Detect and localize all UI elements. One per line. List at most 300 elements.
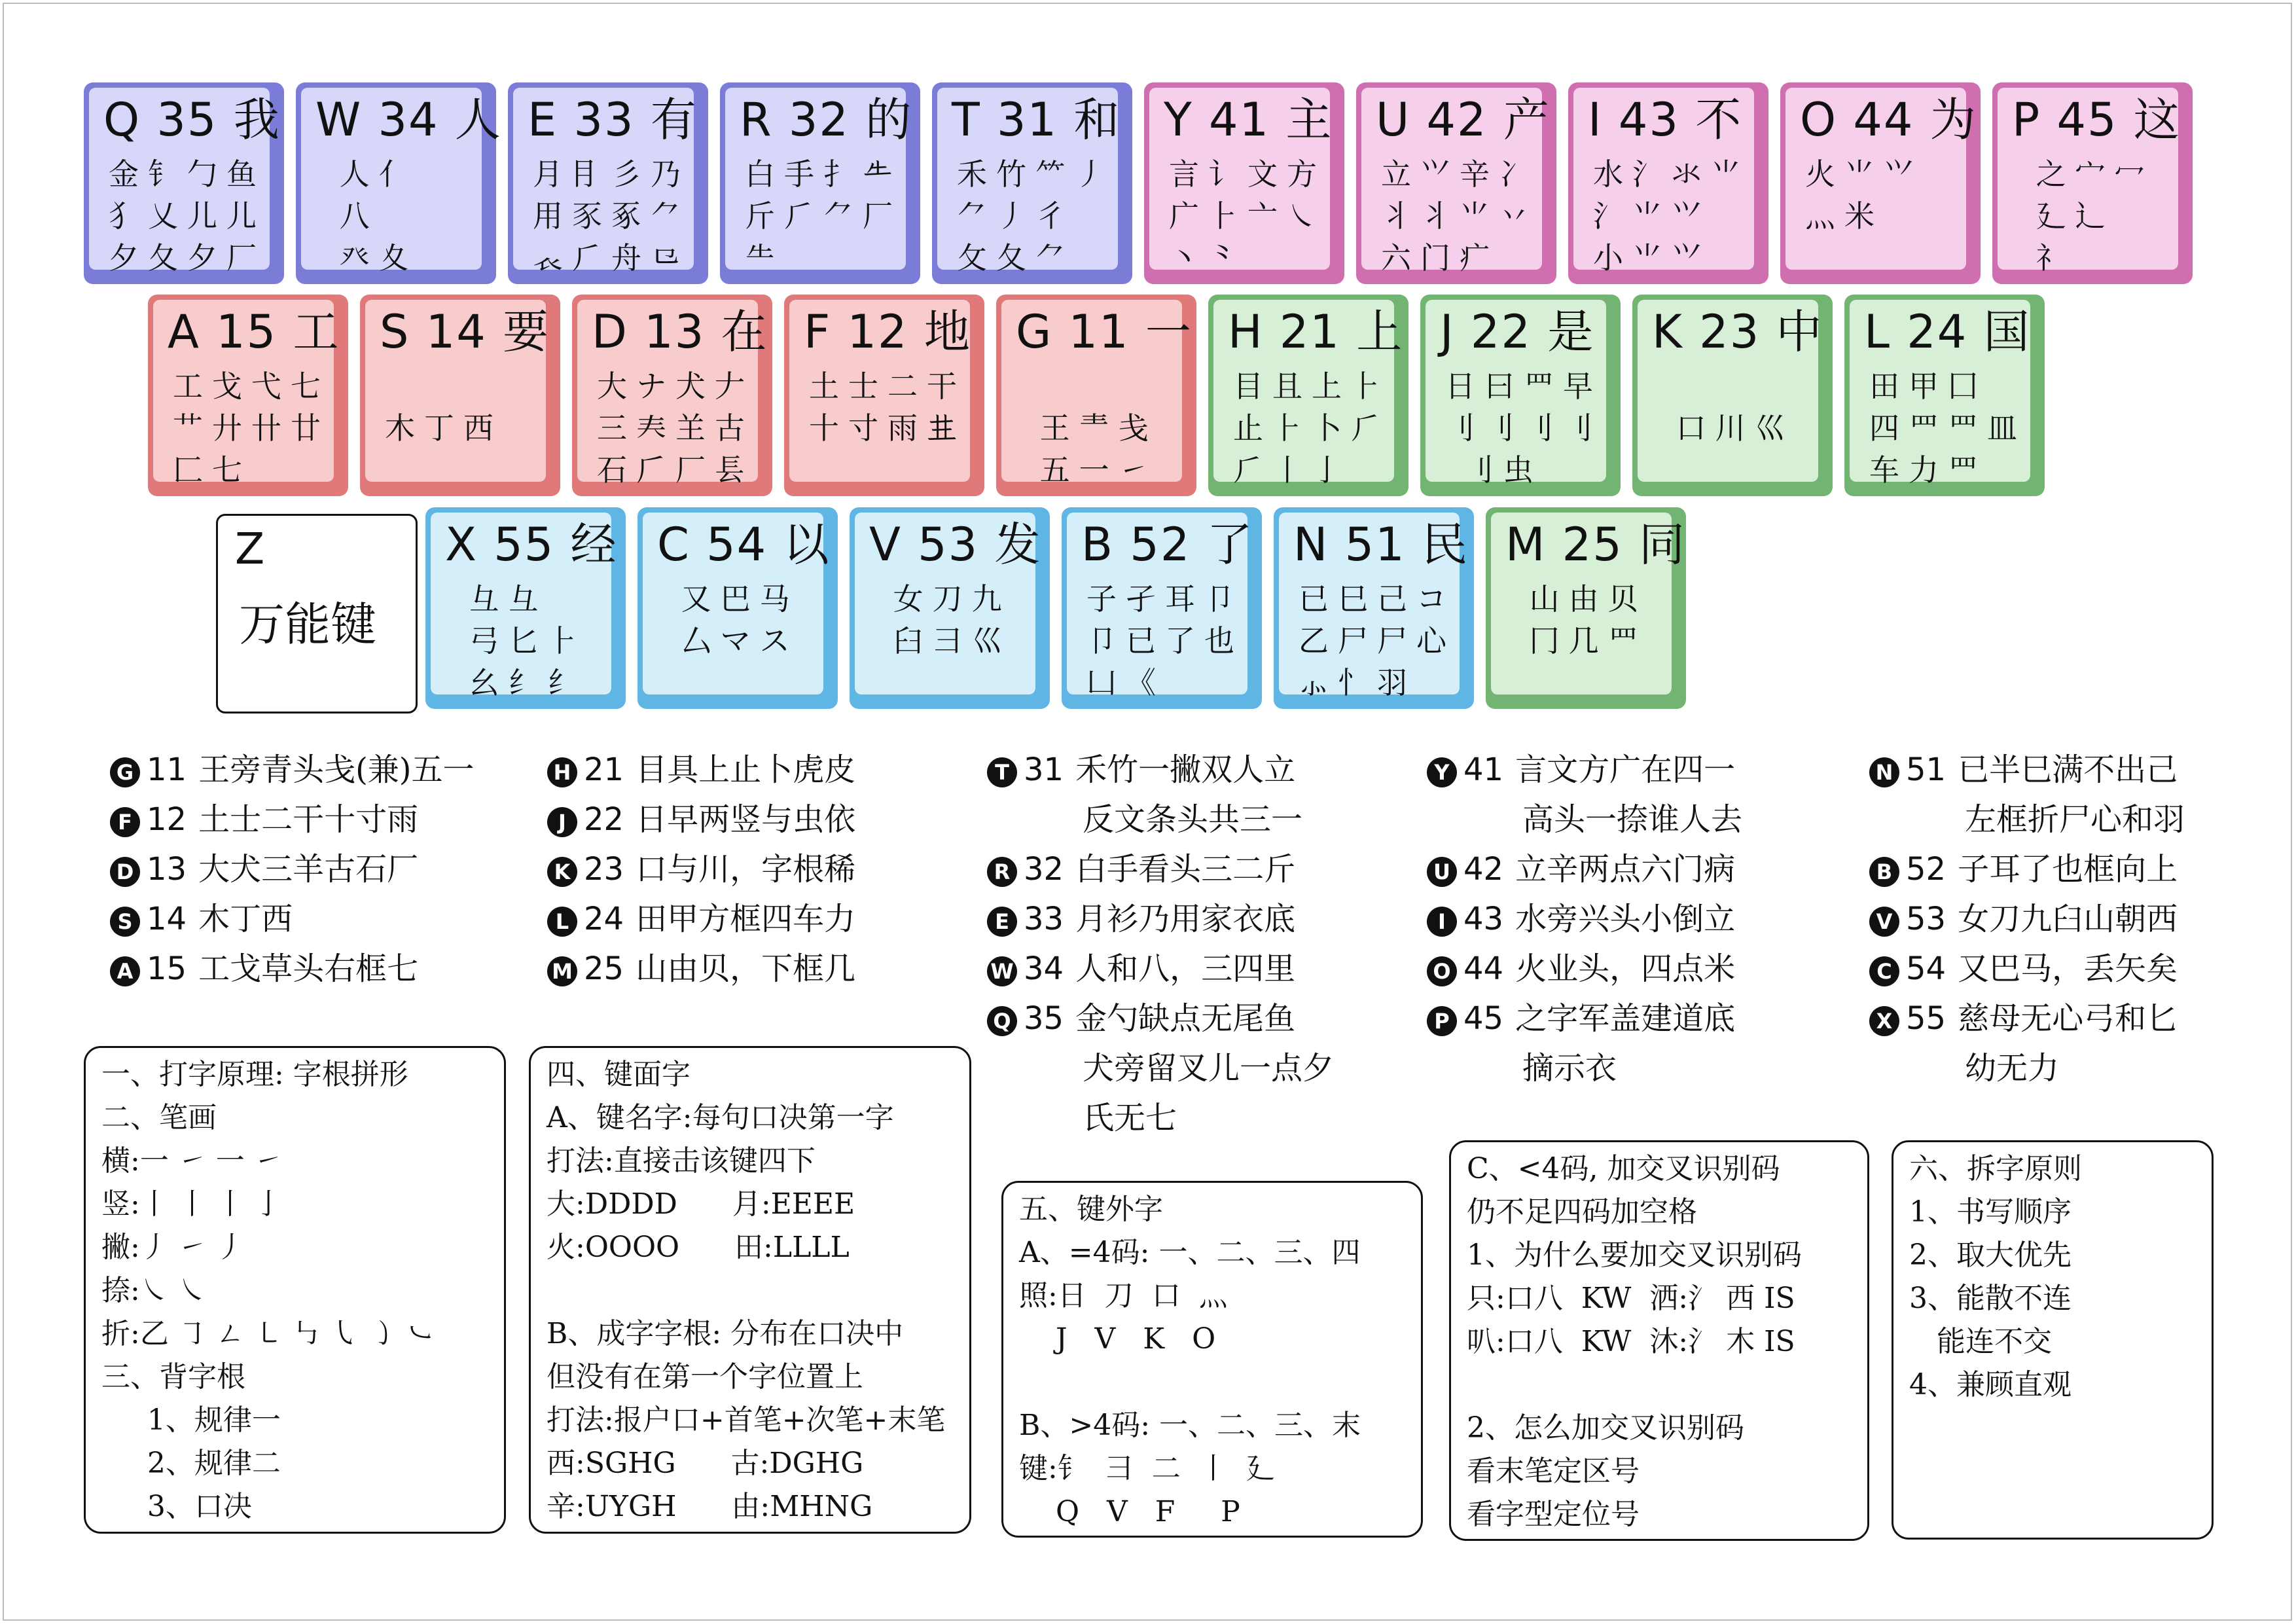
- key-letter-badge: B: [1869, 857, 1899, 887]
- box-line: [547, 1269, 969, 1312]
- key-letter: R: [740, 93, 789, 147]
- mnemonic-line: [110, 894, 475, 944]
- key-radicals: 彑彑 弓匕⺊ 幺纟纟: [469, 581, 587, 700]
- key-heading: [1652, 304, 1823, 360]
- key-radicals: 白手扌𠂒 斤⺁⺈厂 ⺧: [745, 156, 902, 276]
- key-name-char: 不: [1695, 93, 1743, 147]
- box-line: A、键名字:每句口决第一字: [547, 1101, 894, 1134]
- key-face: [577, 300, 768, 488]
- box-line: 叭:口八 KW 沐:氵 木 IS: [1467, 1325, 1795, 1358]
- key-heading: [1293, 516, 1469, 573]
- box-line: A、=4码: 一、二、三、四: [1019, 1236, 1361, 1269]
- identification-code-box: [1449, 1140, 1869, 1541]
- key-face: [89, 88, 281, 276]
- key-p: [1992, 82, 2193, 284]
- key-radicals: 又巴马 厶マス: [681, 581, 799, 659]
- mnemonic-line: [547, 944, 855, 994]
- key-x: [425, 507, 626, 709]
- mnemonic-text: 又巴马，丢矢矣: [1958, 950, 2178, 987]
- key-letter: A: [168, 305, 217, 359]
- key-letter: H: [1228, 305, 1280, 359]
- key-heading: [1376, 92, 1551, 148]
- key-code: 43: [1463, 901, 1504, 937]
- key-letter-badge: W: [987, 956, 1017, 986]
- key-code: 23: [1699, 305, 1776, 359]
- key-radicals: 言讠文方 广⺊亠㇏ 丶⺀: [1169, 156, 1326, 276]
- key-code: 35: [1024, 1000, 1064, 1037]
- key-name-char: 产: [1503, 93, 1551, 147]
- key-radicals: 大ナ犬𠂇 三𡗗𦍌古 石𠂆厂镸: [597, 369, 754, 488]
- key-heading: [2012, 92, 2181, 148]
- key-heading: [1440, 304, 1594, 360]
- key-code: 24: [584, 901, 624, 937]
- box-line: B、成字字根: 分布在口决中: [547, 1317, 904, 1350]
- key-code: 44: [1853, 93, 1930, 147]
- key-name-char: 民: [1421, 518, 1469, 571]
- key-letter: G: [1016, 305, 1069, 359]
- key-radicals: 人亻 八 癶夊: [339, 156, 418, 276]
- mnemonic-text: 立辛两点六门病: [1515, 851, 1736, 888]
- mnemonic-line: [987, 994, 1334, 1043]
- mnemonic-text: 山由贝，下框几: [636, 950, 856, 987]
- key-code: 11: [147, 751, 187, 788]
- box-line: 照:日 刀 口 灬: [1019, 1279, 1228, 1312]
- mnemonic-line: [110, 944, 475, 994]
- key-letter: V: [869, 518, 918, 571]
- key-code: 54: [706, 518, 783, 571]
- box-line: 二、笔画: [101, 1101, 217, 1134]
- box-line: 1、书写顺序: [1909, 1195, 2072, 1229]
- key-code: 13: [147, 851, 187, 888]
- key-letter: O: [1800, 93, 1854, 147]
- key-code: 24: [1907, 305, 1984, 359]
- key-code: 41: [1209, 93, 1286, 147]
- box-line: 2、怎么加交叉识别码: [1467, 1411, 1744, 1445]
- key-heading: [592, 304, 768, 360]
- key-radicals: 已巳己コ 乙尸尸心 ⺗忄羽: [1299, 581, 1456, 700]
- key-name-char: 有: [650, 93, 698, 147]
- key-k: [1632, 295, 1833, 496]
- key-c: [637, 507, 838, 709]
- key-face: [1067, 513, 1254, 700]
- key-code: 22: [1470, 305, 1548, 359]
- key-radicals: 王龶戋 五一㇀: [1039, 410, 1158, 488]
- key-letter: T: [952, 93, 997, 147]
- box-line: 火:OOOO 田:LLLL: [547, 1231, 850, 1264]
- mnemonic-column: [110, 745, 475, 994]
- mnemonic-text: 王旁青头戋(兼)五一: [198, 751, 475, 788]
- key-name-char: 为: [1929, 93, 1977, 147]
- mnemonic-text: 金勺缺点无尾鱼: [1075, 1000, 1296, 1037]
- key-u: [1356, 82, 1556, 284]
- key-name-char: 上: [1356, 305, 1404, 359]
- key-radicals: 目且上⺊ 止⺊卜⺁ ⺁丨亅: [1233, 369, 1390, 488]
- mnemonic-text: 大犬三羊古石厂: [198, 851, 419, 888]
- box-line: Q V F P: [1019, 1495, 1240, 1528]
- key-heading: [103, 92, 281, 148]
- key-letter-badge: A: [110, 956, 140, 986]
- key-name-char: 人: [454, 93, 502, 147]
- mnemonic-text: 水旁兴头小倒立: [1515, 901, 1736, 937]
- box-line: B、>4码: 一、二、三、末: [1019, 1409, 1361, 1442]
- mnemonic-text: 火业头，四点米: [1515, 950, 1736, 987]
- box-line: 看末笔定区号: [1467, 1454, 1640, 1488]
- key-code: 32: [788, 93, 866, 147]
- box-line: 六、拆字原则: [1909, 1152, 2082, 1185]
- mnemonic-line: [1869, 994, 2185, 1043]
- mnemonic-text: 反文条头共三一: [1083, 801, 1303, 838]
- mnemonic-column: [987, 745, 1334, 1143]
- key-code: 51: [1906, 751, 1946, 788]
- key-heading: [168, 304, 340, 360]
- key-radicals: 女刀九 臼彐巛: [893, 581, 1011, 659]
- key-heading: [315, 92, 502, 148]
- key-letter-badge: H: [547, 757, 577, 787]
- key-code: 15: [216, 305, 293, 359]
- key-name-char: 了: [1206, 518, 1254, 571]
- key-letter-badge: O: [1427, 956, 1457, 986]
- box-line: 1、规律一: [101, 1403, 281, 1437]
- key-code: 13: [644, 305, 721, 359]
- key-l: [1844, 295, 2045, 496]
- mnemonic-line: [1427, 944, 1742, 994]
- key-code: 51: [1344, 518, 1422, 571]
- key-letter: S: [380, 305, 426, 359]
- mnemonic-text: 口与川，字根稀: [636, 851, 856, 888]
- key-letter-badge: T: [987, 757, 1017, 787]
- mnemonic-line: [1427, 1043, 1742, 1093]
- key-q: [84, 82, 284, 284]
- key-name-char: 经: [570, 518, 618, 571]
- key-heading: [1588, 92, 1742, 148]
- mnemonic-line: [1869, 944, 2185, 994]
- key-face: [1149, 88, 1333, 276]
- key-name-char: 工: [293, 305, 340, 359]
- key-t: [932, 82, 1132, 284]
- box-line: [1467, 1363, 1867, 1407]
- key-name-char: 同: [1638, 518, 1686, 571]
- key-code: 45: [1463, 1000, 1504, 1037]
- mnemonic-line: [547, 795, 855, 844]
- key-radicals: 水氵氺⺌ 氵⺌⺍ 小⺌⺍: [1593, 156, 1750, 276]
- key-y: [1144, 82, 1344, 284]
- key-face: [643, 513, 831, 695]
- key-name-char: 的: [865, 93, 913, 147]
- key-letter-badge: Y: [1427, 757, 1457, 787]
- box-line: 辛:UYGH 由:MHNG: [547, 1490, 873, 1523]
- key-letter-badge: K: [547, 857, 577, 887]
- mnemonic-text: 犬旁留叉儿一点夕: [1083, 1050, 1335, 1087]
- mnemonic-line: [987, 1093, 1334, 1143]
- key-h: [1208, 295, 1408, 496]
- key-heading: [380, 304, 550, 360]
- box-line: 五、键外字: [1019, 1193, 1163, 1226]
- key-face: [1998, 88, 2181, 276]
- key-b: [1062, 507, 1262, 709]
- key-face: [1785, 88, 1977, 270]
- key-code: 34: [1024, 950, 1064, 987]
- key-face: [153, 300, 340, 488]
- key-heading: [1800, 92, 1977, 148]
- key-face: [1279, 513, 1469, 700]
- key-heading: [445, 516, 618, 573]
- box-line: 能连不交: [1909, 1325, 2052, 1358]
- mnemonic-column: [1427, 745, 1742, 1093]
- key-letter: I: [1588, 93, 1619, 147]
- mnemonic-line: [1869, 844, 2185, 894]
- key-letter-badge: V: [1869, 907, 1899, 937]
- key-letter-badge: I: [1427, 907, 1457, 937]
- key-code: 22: [584, 801, 624, 838]
- key-code: 44: [1463, 950, 1504, 987]
- key-name-char: 发: [994, 518, 1042, 571]
- key-radicals: 工戈弋七 艹廾卄廿 匚七: [173, 369, 330, 488]
- mnemonic-line: [987, 944, 1334, 994]
- key-heading: [1164, 92, 1333, 148]
- key-letter: L: [1864, 305, 1907, 359]
- box-line: 捺:㇏ ㇏: [101, 1274, 207, 1307]
- key-letter: U: [1376, 93, 1427, 147]
- key-f: [784, 295, 984, 496]
- key-o: [1780, 82, 1981, 284]
- mnemonic-line: [110, 795, 475, 844]
- key-g: [996, 295, 1196, 496]
- key-name-char: 以: [783, 518, 831, 571]
- key-face: [431, 513, 618, 700]
- key-radicals: 口川巛: [1676, 410, 1794, 446]
- mnemonic-text: 人和八，三四里: [1075, 950, 1296, 987]
- key-name-char: 要: [503, 305, 550, 359]
- box-line: 三、背字根: [101, 1360, 245, 1394]
- key-z-label: 万能键: [239, 598, 376, 651]
- key-code: 33: [1024, 901, 1064, 937]
- key-code: 52: [1130, 518, 1207, 571]
- key-heading: [869, 516, 1041, 573]
- box-line: 但没有在第一个字位置上: [547, 1360, 863, 1394]
- mnemonic-line: [1869, 745, 2185, 795]
- key-code: 11: [1068, 305, 1145, 359]
- box-line: 看字型定位号: [1467, 1498, 1640, 1531]
- key-letter-badge: D: [110, 857, 140, 887]
- key-letter-badge: N: [1869, 757, 1899, 787]
- key-code: 21: [1279, 305, 1357, 359]
- key-heading: [740, 92, 912, 148]
- key-code: 53: [1906, 901, 1946, 937]
- key-letter-badge: P: [1427, 1006, 1457, 1036]
- key-code: 34: [378, 93, 455, 147]
- key-face: [725, 88, 913, 276]
- key-i: [1568, 82, 1768, 284]
- key-letter-badge: J: [547, 807, 577, 837]
- mnemonic-text: 左框折尸心和羽: [1965, 801, 2185, 838]
- mnemonic-line: [1427, 745, 1742, 795]
- mnemonic-text: 木丁西: [198, 901, 293, 937]
- key-letter: K: [1652, 305, 1700, 359]
- key-name-char: 主: [1285, 93, 1333, 147]
- key-v: [850, 507, 1050, 709]
- key-code: 12: [147, 801, 187, 838]
- mnemonic-text: 土士二干十寸雨: [198, 801, 419, 838]
- mnemonic-line: [547, 745, 855, 795]
- mnemonic-text: 目具上止卜虎皮: [636, 751, 856, 788]
- mnemonic-text: 之字军盖建道底: [1515, 1000, 1736, 1037]
- key-code: 33: [573, 93, 651, 147]
- key-heading: [952, 92, 1121, 148]
- key-code: 45: [2056, 93, 2134, 147]
- mnemonic-line: [987, 894, 1334, 944]
- key-letter: E: [528, 93, 574, 147]
- key-heading: [1505, 516, 1686, 573]
- key-letter-badge: F: [110, 807, 140, 837]
- off-key-chars-box: [1001, 1181, 1423, 1538]
- box-line: 仍不足四码加空格: [1467, 1195, 1697, 1229]
- box-line: C、<4码, 加交叉识别码: [1467, 1152, 1780, 1185]
- box-line: 2、规律二: [101, 1447, 281, 1480]
- key-face: [301, 88, 502, 276]
- key-radicals: 木丁西: [385, 410, 503, 446]
- key-code: 12: [847, 305, 924, 359]
- key-name-char: 和: [1073, 93, 1121, 147]
- box-line: 撇:丿 ㇀ 丿: [101, 1231, 245, 1264]
- key-letter-badge: U: [1427, 857, 1457, 887]
- key-code: 31: [1024, 751, 1064, 788]
- key-letter: Q: [103, 93, 157, 147]
- mnemonic-line: [1427, 894, 1742, 944]
- box-line: 横:一 ㇀ 一 ㇀: [101, 1144, 283, 1178]
- key-letter: B: [1081, 518, 1130, 571]
- key-letter-badge: C: [1869, 956, 1899, 986]
- key-radicals: 立⺍辛冫 丬丬⺌丷 六门疒: [1381, 156, 1538, 276]
- key-radicals: 山由贝 冂几⺫: [1529, 581, 1647, 659]
- key-a: [148, 295, 348, 496]
- mnemonic-line: [987, 745, 1334, 795]
- key-radicals: 火⺌⺍ 灬米: [1805, 156, 1923, 234]
- mnemonic-text: 氏无七: [1083, 1100, 1177, 1136]
- key-radicals: 土士二干 十寸雨𠀎: [809, 369, 966, 446]
- box-line: 折:乙 ㇆ ㄥ ㇄ ㇉ ㇂ ㇁ ㇃: [101, 1317, 435, 1350]
- key-name-char: 在: [721, 305, 768, 359]
- key-n: [1274, 507, 1474, 709]
- key-letter: N: [1293, 518, 1345, 571]
- key-heading: [528, 92, 698, 148]
- key-heading: [1864, 304, 2031, 360]
- key-name-char: 这: [2133, 93, 2181, 147]
- box-line: 3、口决: [101, 1490, 252, 1523]
- key-name-char: 地: [924, 305, 971, 359]
- box-line: 四、键面字: [547, 1058, 691, 1091]
- mnemonic-line: [1869, 1043, 2185, 1093]
- key-radicals: 之宀冖 廴辶 礻: [2036, 156, 2154, 276]
- key-face: [789, 300, 970, 482]
- key-face-chars-box: [529, 1046, 971, 1534]
- key-code: 21: [584, 751, 624, 788]
- decomposition-rules-box: [1892, 1140, 2214, 1540]
- key-letter: D: [592, 305, 645, 359]
- mnemonic-line: [987, 844, 1334, 894]
- key-letter: X: [445, 518, 494, 571]
- key-face: [1638, 300, 1823, 482]
- mnemonic-line: [987, 795, 1334, 844]
- key-r: [720, 82, 920, 284]
- key-letter: J: [1440, 305, 1471, 359]
- key-j: [1420, 295, 1621, 496]
- box-line: 西:SGHG 古:DGHG: [547, 1447, 864, 1480]
- key-face: [1001, 300, 1193, 488]
- key-code: 55: [493, 518, 571, 571]
- key-code: 14: [147, 901, 187, 937]
- mnemonic-text: 幼无力: [1965, 1050, 2060, 1087]
- key-letter: C: [657, 518, 707, 571]
- key-face: [365, 300, 550, 482]
- key-code: 55: [1906, 1000, 1946, 1037]
- key-letter: W: [315, 93, 378, 147]
- box-line: 键:钅 彐 二 丨 廴: [1019, 1452, 1275, 1485]
- box-line: 大:DDDD 月:EEEE: [547, 1187, 855, 1221]
- box-line: 2、取大优先: [1909, 1238, 2072, 1272]
- key-m: [1486, 507, 1686, 709]
- box-line: 打法:直接击该键四下: [547, 1144, 816, 1178]
- box-line: 4、兼顾直观: [1909, 1368, 2072, 1401]
- key-name-char: 国: [1983, 305, 2031, 359]
- key-letter-badge: R: [987, 857, 1017, 887]
- key-letter-badge: L: [547, 907, 577, 937]
- key-letter: M: [1505, 518, 1562, 571]
- key-code: 15: [147, 950, 187, 987]
- mnemonic-text: 子耳了也框向上: [1958, 851, 2178, 888]
- key-face: [1361, 88, 1551, 276]
- key-z: [216, 514, 418, 713]
- mnemonic-text: 日早两竖与虫依: [636, 801, 856, 838]
- mnemonic-line: [547, 844, 855, 894]
- key-letter-badge: G: [110, 757, 140, 787]
- key-code: 54: [1906, 950, 1946, 987]
- key-heading: [804, 304, 971, 360]
- mnemonic-line: [987, 1043, 1334, 1093]
- key-name-char: 中: [1776, 305, 1823, 359]
- key-code: 31: [997, 93, 1074, 147]
- key-letter-badge: X: [1869, 1006, 1899, 1036]
- key-radicals: 日曰⺫早 刂刂⺉刂 刂虫: [1445, 369, 1602, 488]
- key-e: [508, 82, 708, 284]
- mnemonic-text: 高头一捺谁人去: [1522, 801, 1743, 838]
- key-face: [1491, 513, 1686, 695]
- key-letter-badge: Q: [987, 1006, 1017, 1036]
- key-heading: [657, 516, 830, 573]
- key-name-char: 一: [1145, 305, 1193, 359]
- key-letter: F: [804, 305, 848, 359]
- key-d: [572, 295, 772, 496]
- mnemonic-text: 月衫乃用家衣底: [1075, 901, 1296, 937]
- key-code: 25: [584, 950, 624, 987]
- key-code: 32: [1024, 851, 1064, 888]
- mnemonic-text: 白手看头三二斤: [1075, 851, 1296, 888]
- key-letter-badge: S: [110, 907, 140, 937]
- mnemonic-line: [1427, 994, 1742, 1043]
- principles-box: [84, 1046, 506, 1534]
- mnemonic-text: 摘示衣: [1522, 1050, 1617, 1087]
- key-radicals: 田甲囗 四罒罒皿 车力⺫: [1869, 369, 2026, 488]
- key-face: [1426, 300, 1606, 488]
- key-letter-badge: M: [547, 956, 577, 986]
- key-code: 14: [425, 305, 503, 359]
- mnemonic-line: [110, 844, 475, 894]
- key-code: 53: [918, 518, 995, 571]
- key-code: 42: [1463, 851, 1504, 888]
- mnemonic-line: [1869, 894, 2185, 944]
- key-code: 25: [1562, 518, 1639, 571]
- key-face: [1850, 300, 2031, 488]
- key-heading: [1228, 304, 1403, 360]
